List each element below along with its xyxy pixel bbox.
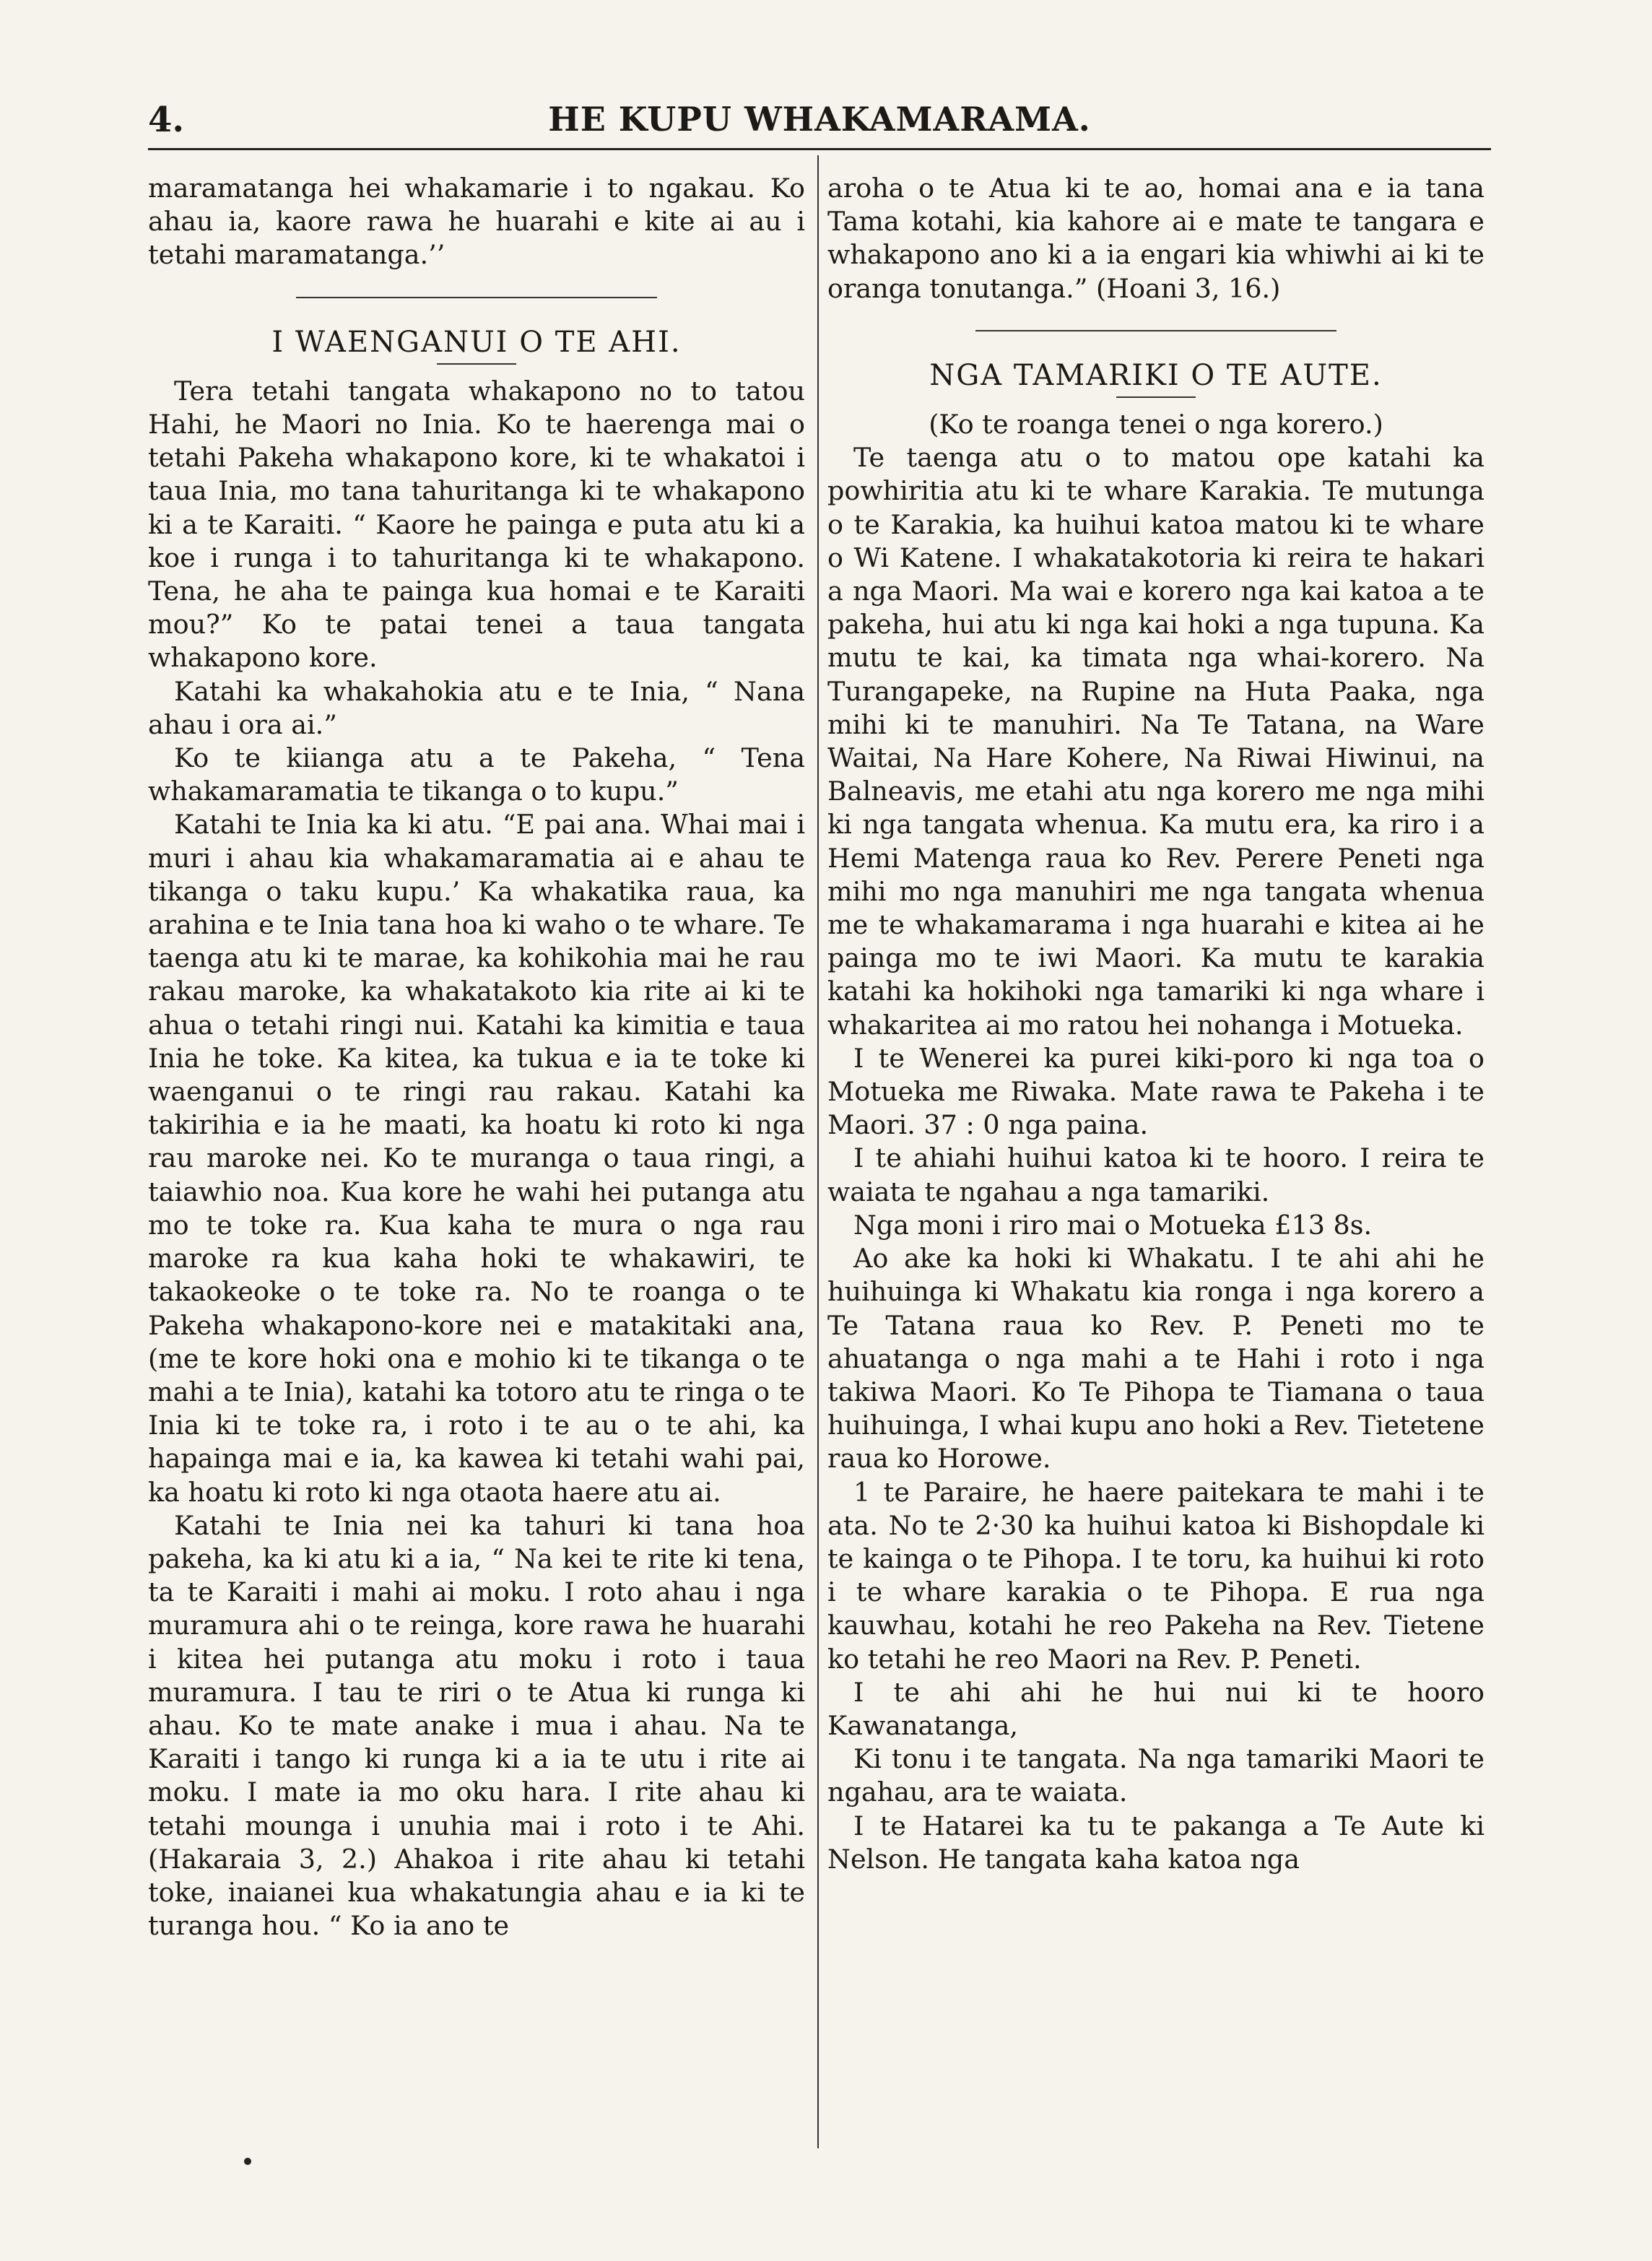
left-column bbox=[148, 172, 805, 2136]
paragraph: Te taenga atu o to matou ope katahi ka powhiritia atu ki te whare Karakia. Te mutunga o te Karakia, ka huihui katoa matou ki te whare o Wi Katene. I whakatakotoria ki reira te hakari a nga Maori. Ma wai e korero nga kai katoa a te pakeha, hui atu ki nga kai hoki a nga tupuna. Ka mutu te kai, ka timata nga whai-korero. Na Turangapeke, na Rupine na Huta Paaka, nga mihi ki te manuhiri. Na Te Tatana, na Ware Waitai, Na Hare Kohere, Na Riwai Hiwinui, na Balneavis, me etahi atu nga korero me nga mihi ki nga tangata whenua. Ka mutu era, ka riro i a Hemi Matenga raua ko Rev. Perere Peneti nga mihi mo nga manuhiri me nga tangata whenua me te whakamarama i nga huarahi e kitea ai he painga mo te iwi Maori. Ka mutu te karakia katahi ka hokihoki nga tamariki ki nga whare i whakaritea ai mo ratou hei nohanga i Motueka. bbox=[827, 442, 1484, 1041]
ink-dot bbox=[244, 2158, 251, 2165]
right-column bbox=[827, 172, 1484, 2136]
paragraph: I te Wenerei ka purei kiki-poro ki nga toa o Motueka me Riwaka. Mate rawa te Pakeha i te Maori. 37 : 0 nga paina. bbox=[827, 1042, 1484, 1141]
left-opening-paragraph: maramatanga hei whakamarie i to ngakau. Ko ahau ia, kaore rawa he huarahi e kite ai au i tetahi maramatanga.’’ bbox=[148, 173, 805, 271]
paragraph: Ki tonu i te tangata. Na nga tamariki Maori te ngahau, ara te waiata. bbox=[827, 1743, 1484, 1808]
paragraph: 1 te Paraire, he haere paitekara te mahi i te ata. No te 2·30 ka huihui katoa ki Bishopdale ki te kainga o te Pihopa. I te toru, ka huihui ki roto i te whare karakia o te Pihopa. E rua nga kauwhau, kotahi he reo Pakeha na Rev. Tietene ko tetahi he reo Maori na Rev. P. Peneti. bbox=[827, 1476, 1484, 1675]
section-title-tamariki: NGA TAMARIKI O TE AUTE. bbox=[929, 358, 1383, 392]
page-header bbox=[148, 100, 1491, 150]
paragraph: Nga moni i riro mai o Motueka £13 8s. bbox=[853, 1209, 1373, 1241]
paragraph: Ko te kiianga atu a te Pakeha, “ Tena whakamaramatia te tikanga o to kupu.” bbox=[148, 742, 805, 807]
column-divider bbox=[817, 155, 819, 2148]
section-rule bbox=[296, 297, 657, 298]
section-subheading: (Ko te roanga tenei o nga korero.) bbox=[929, 409, 1383, 441]
section-title-waenganui: I WAENGANUI O TE AHI. bbox=[271, 325, 682, 359]
page-number: 4. bbox=[148, 100, 185, 140]
paragraph: Ao ake ka hoki ki Whakatu. I te ahi ahi he huihuinga ki Whakatu kia ronga i nga korero a Te Tatana raua ko Rev. P. Peneti mo te ahuatanga o nga mahi a te Hahi i roto i nga takiwa Maori. Ko Te Pihopa te Tiamana o taua huihuinga, I whai kupu ano hoki a Rev. Tietetene raua ko Horowe. bbox=[827, 1243, 1484, 1475]
header-rule bbox=[148, 148, 1491, 150]
paragraph: Katahi te Inia nei ka tahuri ki tana hoa pakeha, ka ki atu ki a ia, “ Na kei te rite ki tena, ta te Karaiti i mahi ai moku. I roto ahau i nga muramura ahi o te reinga, kore rawa he huarahi i kitea hei putanga atu moku i roto i taua muramura. I tau te riri o te Atua ki runga ki ahau. Ko te mate anake i mua i ahau. Na te Karaiti i tango ki runga ki a ia te utu i rite ai moku. I mate ia mo oku hara. I rite ahau ki tetahi mounga i unuhia mai i roto i te Ahi. (Hakaraia 3, 2.) Ahakoa i rite ahau ki tetahi toke, inaianei kua whakatungia ahau e ia ki te turanga hou. “ Ko ia ano te bbox=[148, 1509, 805, 1942]
short-rule bbox=[437, 363, 516, 365]
paragraph: I te ahiahi huihui katoa ki te hooro. I reira te waiata te ngahau a nga tamariki. bbox=[827, 1142, 1484, 1207]
section-rule bbox=[975, 330, 1336, 331]
paragraph: I te ahi ahi he hui nui ki te hooro Kawanatanga, bbox=[827, 1676, 1484, 1741]
short-rule bbox=[1116, 396, 1196, 398]
paragraph: I te Hatarei ka tu te pakanga a Te Aute ki Nelson. He tangata kaha katoa nga bbox=[827, 1810, 1484, 1875]
paragraph: Katahi te Inia ka ki atu. “E pai ana. Whai mai i muri i ahau kia whakamaramatia ai e ahau te tikanga o taku kupu.’ Ka whakatika raua, ka arahina e te Inia tana hoa ki waho o te whare. Te taenga atu ki te marae, ka kohikohia mai he rau rakau maroke, ka whakatakoto kia rite ai ki te ahua o tetahi ringi nui. Katahi ka kimitia e taua Inia he toke. Ka kitea, ka tukua e ia te toke ki waenganui o te ringi rau rakau. Katahi ka takirihia e ia he maati, ka hoatu ki roto ki nga rau maroke nei. Ko te muranga o taua ringi, a taiawhio noa. Kua kore he wahi hei putanga atu mo te toke ra. Kua kaha te mura o nga rau maroke ra kua kaha hoki te whakawiri, te takaokeoke o te toke ra. No te roanga o te Pakeha whakapono-kore nei e matakitaki ana, (me te kore hoki ona e mohio ki te tikanga o te mahi a te Inia), katahi ka totoro atu te ringa o te Inia ki te toke ra, i roto i te au o te ahi, ka hapainga mai e ia, ka kawea ki tetahi wahi pai, ka hoatu ki roto ki nga otaota haere atu ai. bbox=[148, 809, 805, 1508]
paragraph: Tera tetahi tangata whakapono no to tatou Hahi, he Maori no Inia. Ko te haerenga mai o tetahi Pakeha whakapono kore, ki te whakatoi i taua Inia, mo tana tahuritanga ki te whakapono ki a te Karaiti. “ Kaore he painga e puta atu ki a koe i runga i to tahuritanga ki te whakapono. Tena, he aha te painga kua homai e te Karaiti mou?” Ko te patai tenei a taua tangata whakapono kore. bbox=[148, 375, 805, 674]
right-opening-paragraph: aroha o te Atua ki te ao, homai ana e ia tana Tama kotahi, kia kahore ai e mate te tangara e whakapono ano ki a ia engari kia whiwhi ai ki te oranga tonutanga.” (Hoani 3, 16.) bbox=[827, 173, 1484, 304]
running-title: HE KUPU WHAKAMARAMA. bbox=[548, 100, 1091, 139]
paragraph: Katahi ka whakahokia atu e te Inia, “ Nana ahau i ora ai.” bbox=[148, 675, 805, 740]
